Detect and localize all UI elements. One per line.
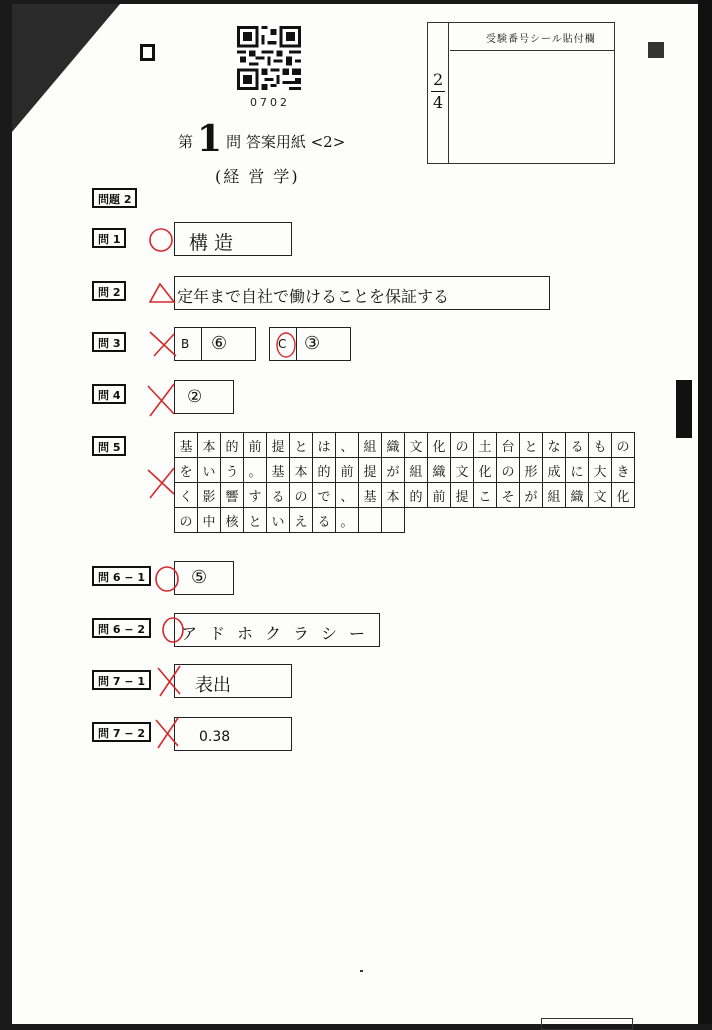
q4-answer-box — [174, 380, 234, 414]
q5-grid-cell: 文 — [589, 483, 612, 508]
q5-grid-cell: す — [244, 483, 267, 508]
q4-label: 問 4 — [92, 384, 126, 404]
q5-grid-cell: る — [267, 483, 290, 508]
q5-grid-cell: 組 — [359, 433, 382, 458]
q5-grid-cell: と — [244, 508, 267, 533]
grade-circle-icon — [146, 226, 176, 254]
q7-2-label: 問 7 − 2 — [92, 722, 151, 742]
q5-grid-cell: 化 — [428, 433, 451, 458]
q5-grid-cell: で — [313, 483, 336, 508]
q5-grid-cell: 的 — [405, 483, 428, 508]
q5-grid-cell: い — [267, 508, 290, 533]
q5-grid-cell: 化 — [474, 458, 497, 483]
q5-grid-cell: 前 — [244, 433, 267, 458]
q5-grid-cell: の — [290, 483, 313, 508]
q6-1-answer: ⑤ — [191, 567, 208, 588]
q5-grid-cell: る — [313, 508, 336, 533]
q5-grid-cell: 本 — [382, 483, 405, 508]
qr-number: 0702 — [250, 96, 290, 109]
q5-grid-cell: こ — [474, 483, 497, 508]
q5-grid-cell: の — [451, 433, 474, 458]
q5-grid-cell: 本 — [198, 433, 221, 458]
stray-mark — [360, 970, 363, 972]
q5-grid-cell: と — [290, 433, 313, 458]
q5-grid-cell: 前 — [336, 458, 359, 483]
page-counter-column — [428, 23, 449, 163]
q5-label: 問 5 — [92, 436, 126, 456]
q5-grid-cell: は — [313, 433, 336, 458]
q7-2-answer: 0.38 — [199, 729, 231, 745]
q5-grid-cell: 組 — [543, 483, 566, 508]
grade-circle-icon — [158, 614, 188, 646]
q5-grid-cell: の — [612, 433, 635, 458]
section-label: 問題 2 — [92, 188, 137, 208]
q5-grid-cell: 織 — [382, 433, 405, 458]
q5-grid-cell: な — [543, 433, 566, 458]
page-current: 2 — [433, 70, 444, 89]
q5-grid-row — [175, 458, 635, 483]
q5-grid-cell — [359, 508, 382, 533]
q1-label: 問 1 — [92, 228, 126, 248]
grade-cross-icon — [152, 714, 182, 752]
q6-1-label: 問 6 − 1 — [92, 566, 151, 586]
q5-grid-cell: 提 — [359, 458, 382, 483]
seal-header — [450, 23, 614, 51]
q5-grid-cell: 本 — [290, 458, 313, 483]
q6-2-answer: アドホクラシー — [181, 624, 378, 643]
q7-1-answer: 表出 — [195, 675, 231, 696]
grade-circle-icon — [152, 564, 182, 594]
q5-grid-cell: 。 — [244, 458, 267, 483]
page-total: 4 — [433, 93, 444, 112]
q1-answer-box — [174, 222, 292, 256]
title-prefix: 第 — [178, 133, 194, 151]
q5-grid-cell: 土 — [474, 433, 497, 458]
corner-shadow — [12, 4, 120, 132]
q5-grid-cell: 化 — [612, 483, 635, 508]
q3-c-value: ③ — [304, 333, 321, 354]
q7-1-answer-box — [174, 664, 292, 698]
q5-grid-cell: 基 — [175, 433, 198, 458]
registration-mark-right — [648, 42, 664, 58]
timing-mark — [676, 380, 692, 438]
q5-grid-cell: 織 — [566, 483, 589, 508]
q5-grid-cell: 織 — [428, 458, 451, 483]
q5-grid-cell: を — [175, 458, 198, 483]
qr-code-icon — [237, 22, 301, 94]
q5-grid-cell: 成 — [543, 458, 566, 483]
q7-1-label: 問 7 − 1 — [92, 670, 151, 690]
q5-grid-cell: そ — [497, 483, 520, 508]
q5-grid-cell: 核 — [221, 508, 244, 533]
subject-subtitle: (経 営 学) — [215, 167, 300, 186]
q2-label: 問 2 — [92, 281, 126, 301]
registration-mark-left — [140, 44, 155, 61]
title-suffix: 問 答案用紙 <2> — [226, 133, 346, 151]
q5-grid-cell: く — [175, 483, 198, 508]
footer-box — [541, 1018, 633, 1030]
q5-grid-cell: 的 — [313, 458, 336, 483]
q3-b-letter: B — [181, 337, 190, 351]
q5-grid-cell: 提 — [451, 483, 474, 508]
exam-number-seal-box — [427, 22, 615, 164]
q5-grid-cell: 。 — [336, 508, 359, 533]
q5-grid-cell: 文 — [405, 433, 428, 458]
grade-cross-icon — [154, 662, 184, 700]
q2-answer-box — [174, 276, 550, 310]
q5-grid-cell: に — [566, 458, 589, 483]
q5-grid-cell: と — [520, 433, 543, 458]
page-edge — [698, 0, 712, 1024]
q5-grid-cell: 提 — [267, 433, 290, 458]
q5-grid-cell: 基 — [267, 458, 290, 483]
q5-grid-cell: 中 — [198, 508, 221, 533]
q5-grid-cell: の — [497, 458, 520, 483]
q5-grid-cell: 大 — [589, 458, 612, 483]
grade-triangle-icon — [146, 280, 178, 306]
q5-grid-cell: 、 — [336, 433, 359, 458]
q5-grid-cell: 形 — [520, 458, 543, 483]
seal-label: 受験番号シール貼付欄 — [486, 34, 596, 45]
grade-cross-icon — [144, 380, 178, 420]
q5-grid-row — [175, 483, 635, 508]
grade-circle-icon — [272, 330, 300, 360]
q3-c-letter: C — [278, 337, 287, 351]
q5-grid-cell: い — [198, 458, 221, 483]
q5-grid-row — [175, 433, 635, 458]
q4-answer: ② — [187, 387, 203, 407]
q5-grid-cell — [382, 508, 405, 533]
q5-grid-cell: が — [520, 483, 543, 508]
q3-b-value: ⑥ — [211, 333, 228, 354]
q5-grid-cell: 、 — [336, 483, 359, 508]
q5-grid-cell: の — [175, 508, 198, 533]
q7-2-answer-box — [174, 717, 292, 751]
q5-grid-cell: 響 — [221, 483, 244, 508]
q5-grid-cell: 前 — [428, 483, 451, 508]
page-title — [178, 118, 378, 160]
grade-cross-icon — [146, 328, 180, 360]
q2-answer: 定年まで自社で働けることを保証する — [177, 287, 450, 306]
q1-answer: 構 造 — [189, 232, 234, 254]
q3-label: 問 3 — [92, 332, 126, 352]
q5-grid-cell: も — [589, 433, 612, 458]
page-counter — [433, 71, 443, 112]
q5-answer-grid — [174, 432, 635, 533]
q5-grid-cell: 影 — [198, 483, 221, 508]
q5-grid-row — [175, 508, 635, 533]
q6-1-answer-box — [174, 561, 234, 595]
q5-grid-cell: き — [612, 458, 635, 483]
q3-answer-box-b — [174, 327, 256, 361]
title-number: 1 — [197, 118, 223, 160]
q5-grid-cell: 的 — [221, 433, 244, 458]
q5-grid-cell: 基 — [359, 483, 382, 508]
q5-grid-cell: え — [290, 508, 313, 533]
q6-2-label: 問 6 − 2 — [92, 618, 151, 638]
q5-grid-cell: る — [566, 433, 589, 458]
q6-2-answer-box — [174, 613, 380, 647]
q5-grid-cell: 組 — [405, 458, 428, 483]
q5-grid-cell: う — [221, 458, 244, 483]
q5-grid-cell: 台 — [497, 433, 520, 458]
grade-cross-icon — [144, 462, 178, 502]
q5-grid-cell: が — [382, 458, 405, 483]
q5-grid-cell: 文 — [451, 458, 474, 483]
